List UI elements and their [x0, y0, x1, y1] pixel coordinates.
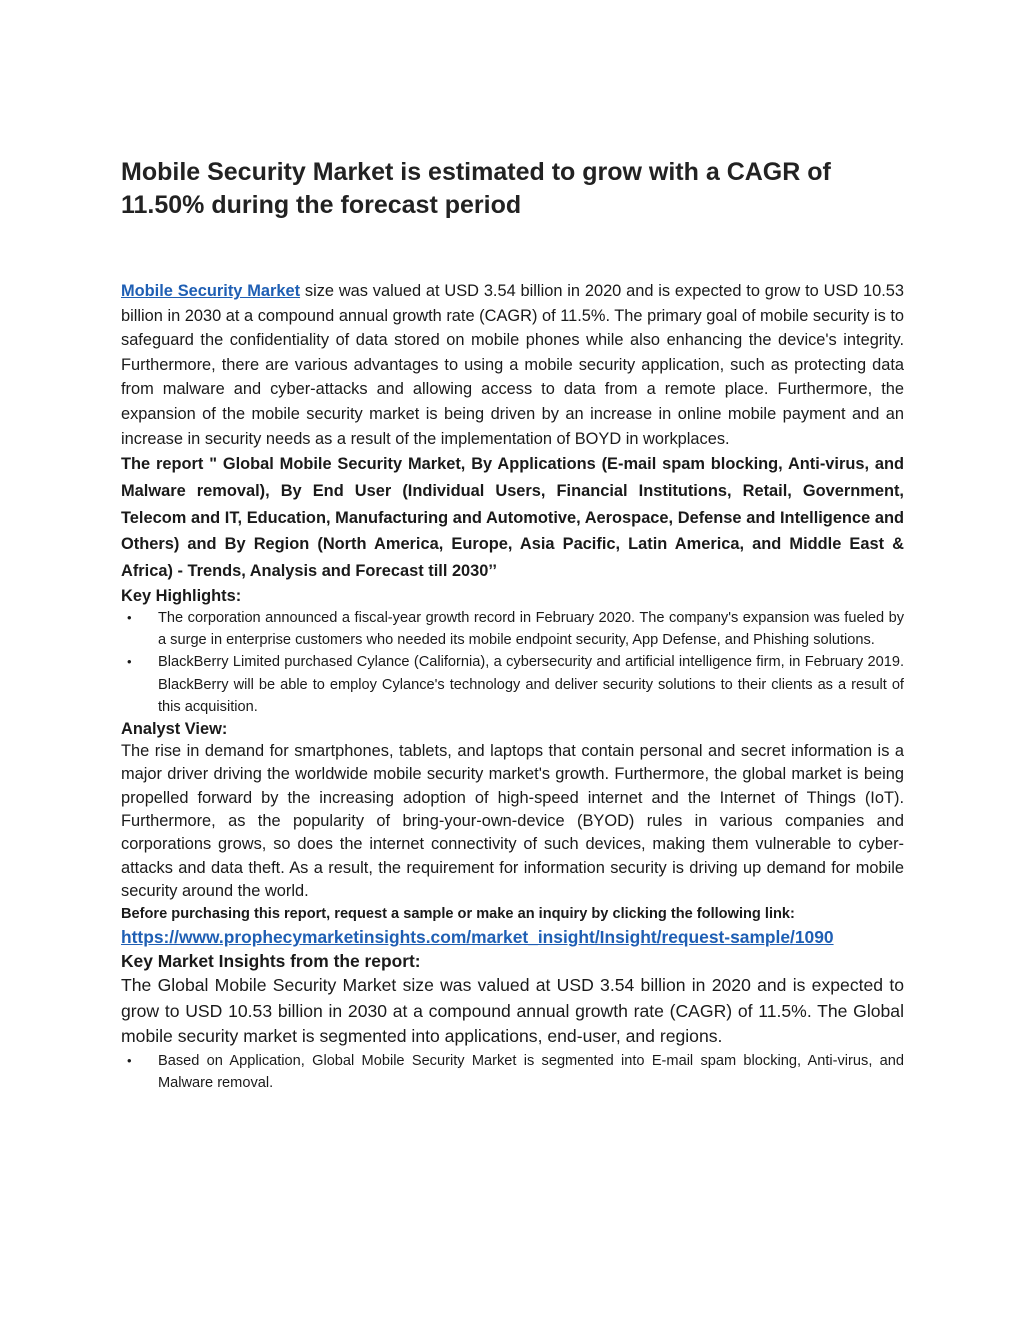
intro-paragraph — [121, 279, 904, 451]
key-highlights-list — [121, 607, 904, 718]
list-item-text: The corporation announced a fiscal-year growth record in February 2020. The company's expansion was fueled by a surge in enterprise customers who needed its mobile endpoint security, App Defense, and Phishing solutions. — [158, 609, 904, 648]
analyst-view-paragraph: The rise in demand for smartphones, tablets, and laptops that contain personal and secret information is a major driver driving the worldwide mobile security market's growth. Furthermore, the global market is being propelled forward by the increasing adoption of high-speed internet and the Internet of Things (IoT). Furthermore, as the popularity of bring-your-own-device (BYOD) rules in various companies and corporations grows, so does the internet connectivity of such devices, making them vulnerable to cyber-attacks and data theft. As a result, the requirement for information security is driving up demand for mobile security around the world. — [121, 742, 904, 900]
list-item — [121, 607, 904, 652]
document-page — [121, 156, 904, 1095]
list-item — [121, 651, 904, 718]
list-item — [121, 1050, 904, 1095]
insights-list — [121, 1050, 904, 1095]
sample-request-link[interactable]: https://www.prophecymarketinsights.com/market_insight/Insight/request-sample/1090 — [121, 927, 834, 948]
list-item-text: BlackBerry Limited purchased Cylance (California), a cybersecurity and artificial intelligence firm, in February 2019. BlackBerry will be able to employ Cylance's technology and deliver security solutions to their clients as a result of this acquisition. — [158, 654, 904, 715]
intro-text: size was valued at USD 3.54 billion in 2020 and is expected to grow to USD 10.53 billion in 2030 at a compound annual growth rate (CAGR) of 11.5%. The primary goal of mobile security is to safeguard the confidentiality of data stored on mobile phones while also enhancing the device's integrity. Furthermore, there are various advantages to using a mobile security application, such as protecting data from malware and cyber-attacks and allowing access to data from a remote place. Furthermore, the expansion of the mobile security market is being driven by an increase in online mobile payment and an increase in security needs as a result of the implementation of BOYD in workplaces. — [121, 282, 905, 448]
page-title: Mobile Security Market is estimated to grow with a CAGR of 11.50% during the forecast period — [121, 158, 831, 219]
bullet-icon: • — [127, 654, 132, 670]
report-title: The report " Global Mobile Security Market, By Applications (E-mail spam blocking, Anti-virus, and Malware removal), By End User (Individual Users, Financial Institutions, Retail, Government, Telecom and IT, Education, Manufacturing and Automotive, Aerospace, Defense and Intelligence and Others) and By Region (North America, Europe, Asia Pacific, Latin America, and Middle East & Africa) - Trends, Analysis and Forecast till 2030’’ — [121, 455, 904, 580]
key-market-insights-paragraph: The Global Mobile Security Market size was valued at USD 3.54 billion in 2020 and is expected to grow to USD 10.53 billion in 2030 at a compound annual growth rate (CAGR) of 11.5%. The Global mobile security market is segmented into applications, end-user, and regions. — [121, 975, 904, 1047]
sample-request-text: Before purchasing this report, request a sample or make an inquiry by clicking the following link: — [121, 906, 795, 923]
key-highlights-heading: Key Highlights: — [121, 586, 242, 605]
bullet-icon: • — [127, 1053, 132, 1069]
key-market-insights-heading: Key Market Insights from the report: — [121, 951, 421, 972]
bullet-icon: • — [127, 609, 132, 625]
analyst-view-heading: Analyst View: — [121, 720, 228, 739]
list-item-text: Based on Application, Global Mobile Security Market is segmented into E-mail spam blocking, Anti-virus, and Malware removal. — [158, 1053, 904, 1092]
market-link[interactable]: Mobile Security Market — [121, 282, 301, 300]
